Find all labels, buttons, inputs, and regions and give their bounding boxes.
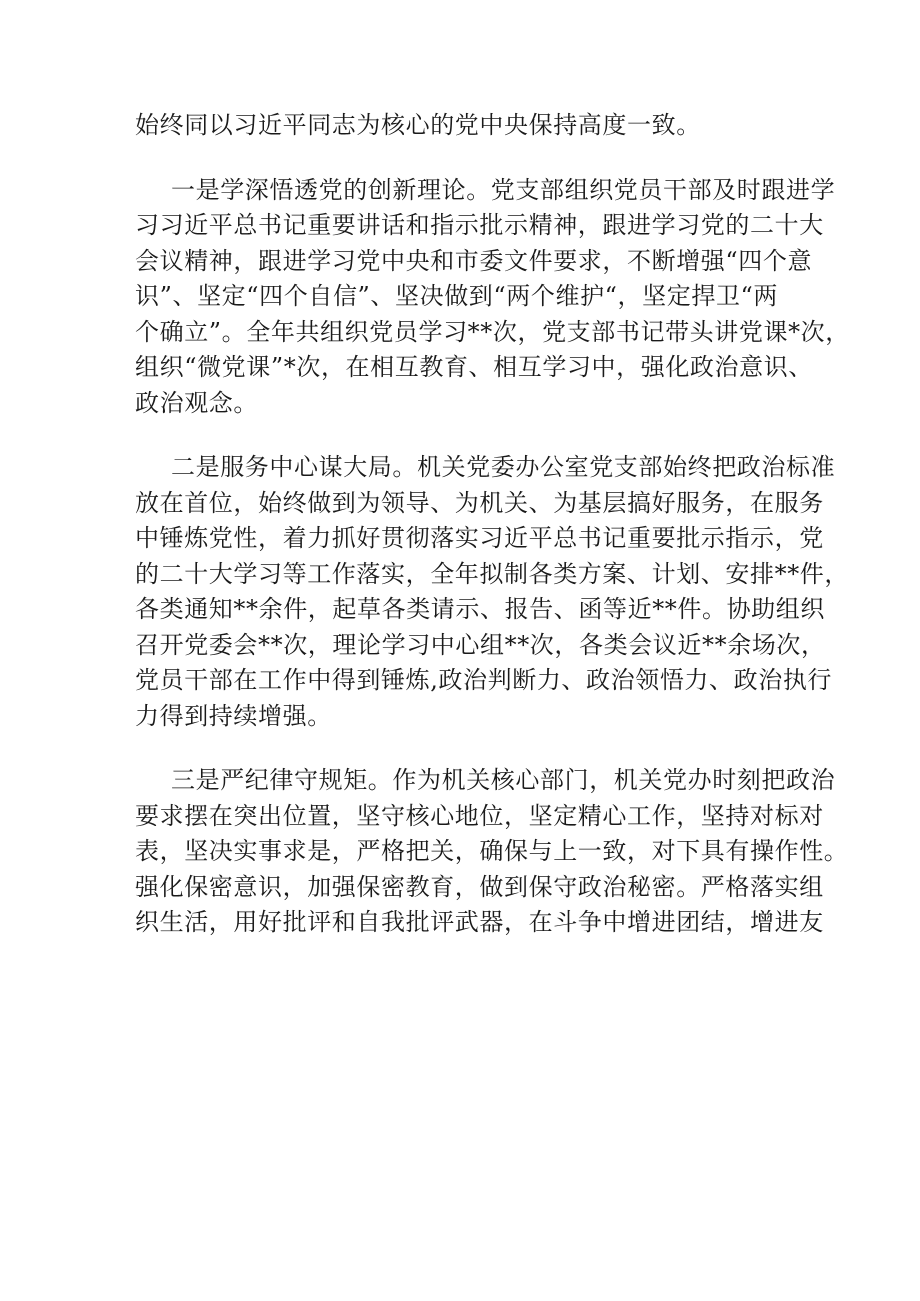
paragraph-gap (135, 421, 795, 450)
text-line: 力得到持续增强。 (135, 701, 332, 730)
text-line: 会议精神，跟进学习党中央和市委文件要求，不断增强“四个意 (135, 246, 813, 275)
document-body (135, 108, 850, 941)
text-line: 放在首位，始终做到为领导、为机关、为基层搞好服务，在服务 (135, 488, 824, 517)
text-line: 个确立”。全年共组织党员学习**次，党支部书记带头讲党课*次， (135, 317, 850, 346)
paragraph-gap (135, 734, 795, 763)
text-line: 政治观念。 (135, 388, 258, 417)
paragraph-discipline (135, 763, 849, 941)
text-line: 习习近平总书记重要讲话和指示批示精神，跟进学习党的二十大 (135, 211, 824, 239)
paragraph-service-center (135, 450, 849, 734)
text-line: 始终同以习近平同志为核心的党中央保持高度一致。 (135, 111, 701, 139)
text-line: 要求摆在突出位置，坚守核心地位，坚定精心工作，坚持对标对 (135, 801, 824, 830)
text-line: 二是服务中心谋大局。机关党委办公室党支部始终把政治标准 (171, 453, 836, 481)
text-line: 强化保密意识，加强保密教育，做到保守政治秘密。严格落实组 (135, 872, 824, 901)
text-line: 表，坚决实事求是，严格把关，确保与上一致，对下具有操作性。 (135, 837, 849, 865)
text-line: 的二十大学习等工作落实，全年拟制各类方案、计划、安排**件， (135, 559, 849, 588)
text-line: 党员干部在工作中得到锤炼,政治判断力、政治领悟力、政治执行 (135, 666, 833, 694)
text-line: 中锤炼党性，着力抓好贯彻落实习近平总书记重要批示指示，党 (135, 524, 824, 552)
text-line: 一是学深悟透党的创新理论。党支部组织党员干部及时跟进学 (171, 175, 836, 204)
text-line: 三是严纪律守规矩。作为机关核心部门，机关党办时刻把政治 (171, 766, 836, 794)
text-line: 召开党委会**次，理论学习中心组**次，各类会议近**余场次， (135, 630, 826, 659)
paragraph-continuation (135, 108, 795, 144)
paragraph-theory-study (135, 173, 850, 422)
text-line: 识”、坚定“四个自信”、坚决做到“两个维护“，坚定捍卫“两 (135, 282, 779, 310)
text-line: 各类通知**余件，起草各类请示、报告、函等近**件。协助组织 (135, 595, 825, 623)
paragraph-gap (135, 144, 795, 173)
text-line: 织生活，用好批评和自我批评武器，在斗争中增进团结，增进友 (135, 908, 824, 936)
text-line: 组织“微党课”*次，在相互教育、相互学习中，强化政治意识、 (135, 353, 813, 381)
